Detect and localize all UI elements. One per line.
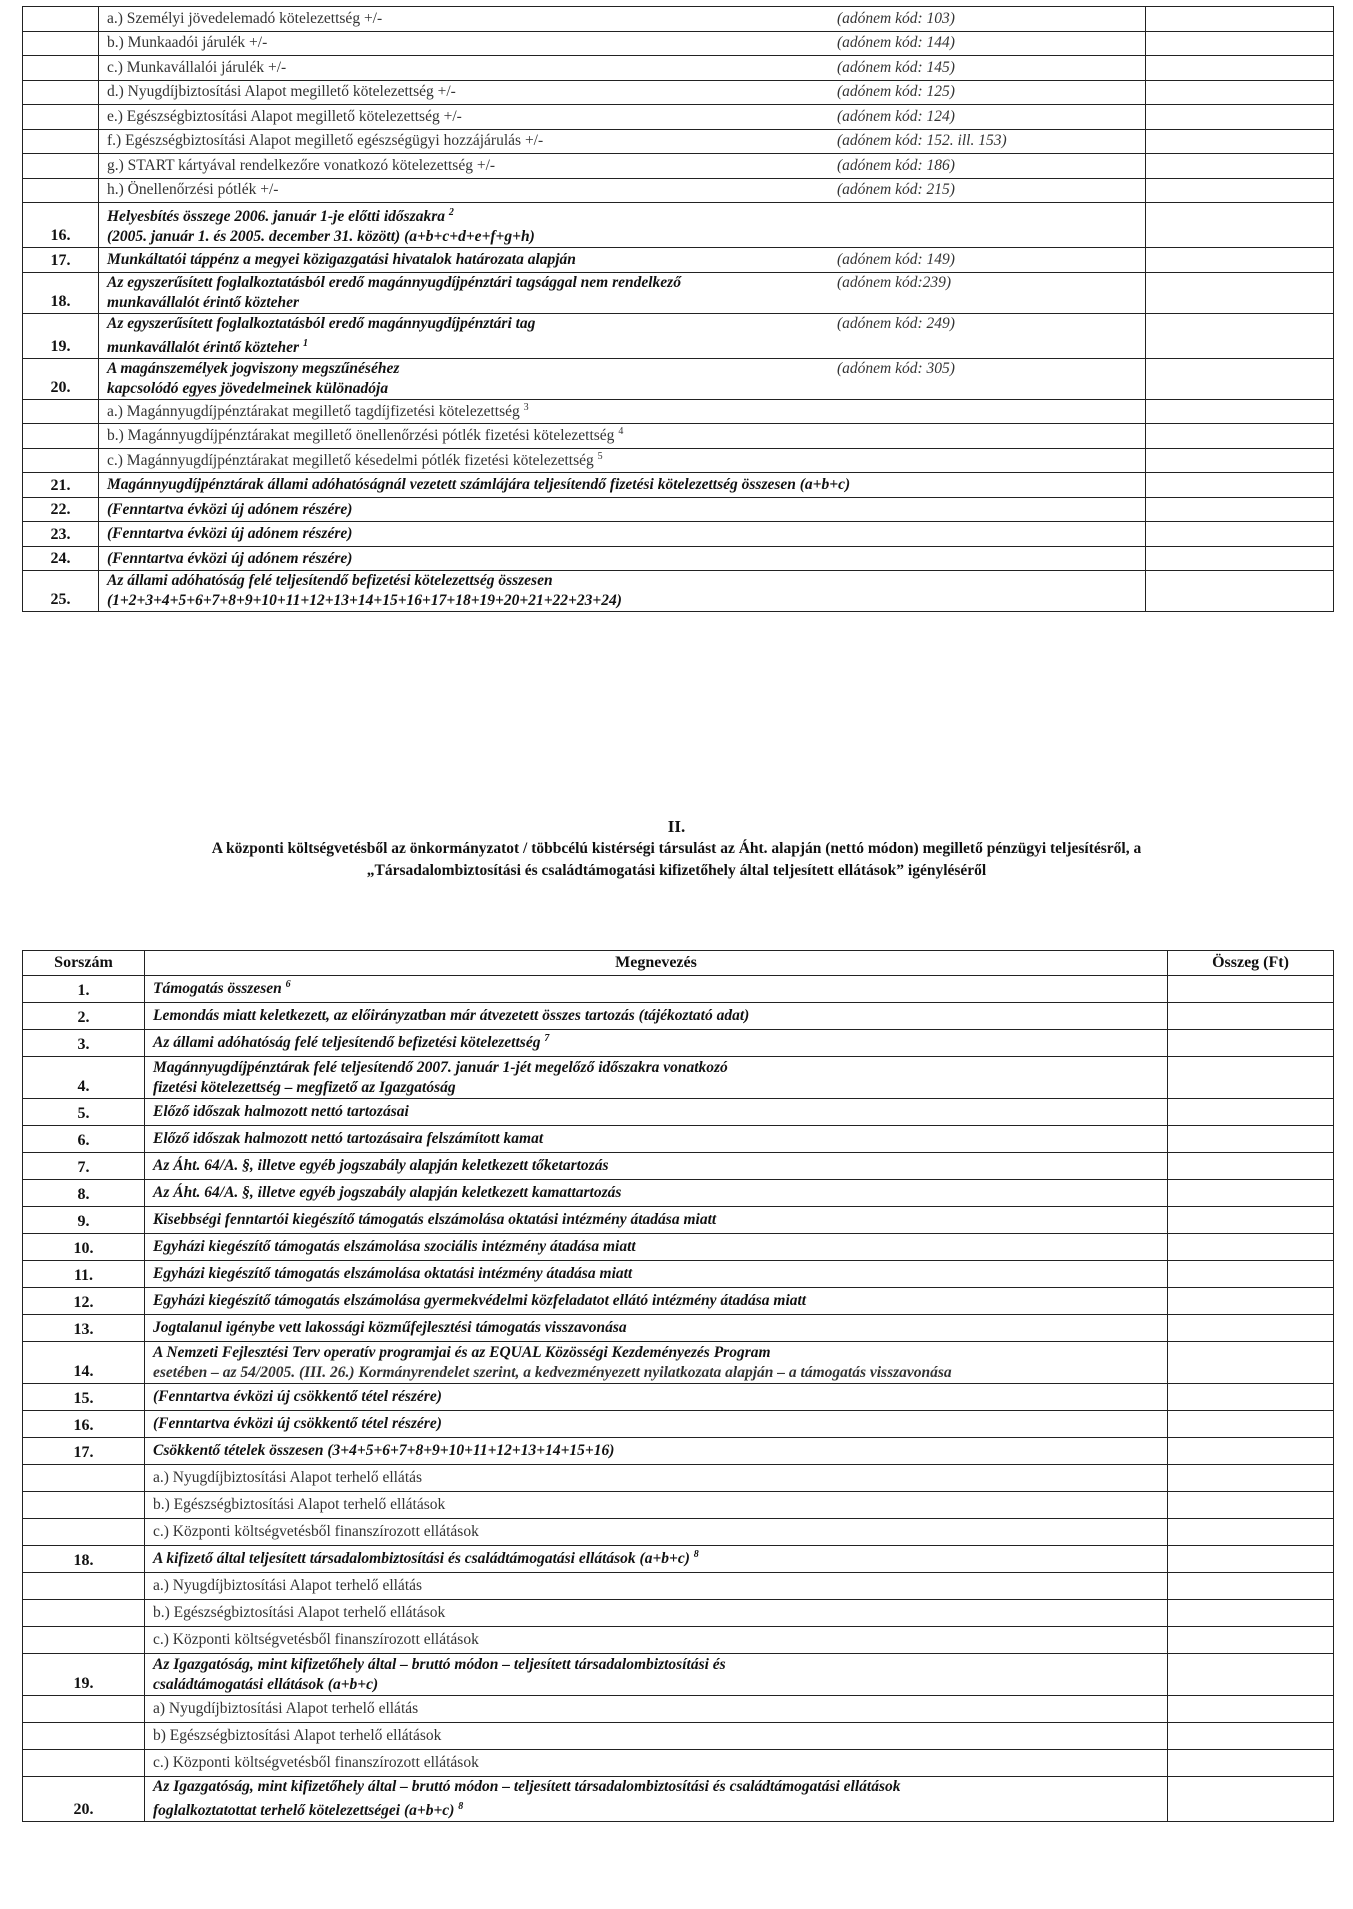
table-row	[23, 448, 1334, 473]
table-row	[23, 1003, 1334, 1030]
row-number	[23, 448, 99, 473]
amount-cell[interactable]	[1146, 248, 1334, 273]
tax-code: (adónem kód: 145)	[837, 58, 955, 76]
row-label	[145, 1261, 1168, 1288]
row-text: c.) Központi költségvetésből finanszírozott ellátások	[153, 1631, 479, 1648]
row-text-continued: családtámogatási ellátások (a+b+c)	[153, 1675, 379, 1693]
header-sorszam: Sorszám	[23, 951, 145, 976]
amount-cell[interactable]	[1168, 1030, 1334, 1057]
table-row	[23, 1207, 1334, 1234]
table-row	[23, 1438, 1334, 1465]
amount-cell[interactable]	[1168, 1180, 1334, 1207]
row-label	[99, 473, 1146, 498]
row-number: 4.	[23, 1057, 145, 1099]
table-row	[23, 1180, 1334, 1207]
row-label	[145, 1546, 1168, 1573]
table-row	[23, 1153, 1334, 1180]
row-label	[145, 1723, 1168, 1750]
amount-cell[interactable]	[1168, 1003, 1334, 1030]
row-label	[145, 1030, 1168, 1057]
row-text: (Fenntartva évközi új adónem részére)	[107, 500, 353, 518]
row-label	[145, 1126, 1168, 1153]
table-row	[23, 178, 1334, 203]
row-text: c.) Központi költségvetésből finanszírozott ellátások	[153, 1754, 479, 1771]
table-header-row	[23, 951, 1334, 976]
row-number	[23, 1723, 145, 1750]
row-label	[145, 1180, 1168, 1207]
table-row	[23, 571, 1334, 612]
table-row	[23, 1288, 1334, 1315]
tax-code: (adónem kód: 249)	[837, 314, 955, 332]
table-row	[23, 1234, 1334, 1261]
tax-code: (adónem kód: 149)	[837, 250, 955, 268]
footnote-ref: 6	[285, 979, 291, 991]
row-label	[99, 7, 1146, 32]
table-row	[23, 1546, 1334, 1573]
row-text: A kifizető által teljesített társadalombiztosítási és családtámogatási ellátások (a+b+c)	[153, 1550, 690, 1568]
table-row	[23, 203, 1334, 248]
row-text-continued: foglalkoztatottat terhelő kötelezettségei (a+b+c)	[153, 1802, 455, 1820]
row-text: h.) Önellenőrzési pótlék +/-	[107, 181, 279, 199]
row-number: 15.	[23, 1384, 145, 1411]
row-text: Az egyszerűsített foglalkoztatásból eredő magánnyugdíjpénztári tagsággal nem rendelkező	[107, 273, 681, 291]
row-label	[145, 1234, 1168, 1261]
row-text: Az állami adóhatóság felé teljesítendő befizetési kötelezettség összesen	[107, 572, 553, 590]
footnote-ref: 8	[693, 1549, 699, 1561]
row-text: c.) Munkavállalói járulék +/-	[107, 58, 287, 76]
row-label	[145, 1153, 1168, 1180]
table-row	[23, 1099, 1334, 1126]
row-text: g.) START kártyával rendelkezőre vonatkozó kötelezettség +/-	[107, 156, 496, 174]
row-label	[145, 1288, 1168, 1315]
row-number: 19.	[23, 313, 99, 358]
row-text: (Fenntartva évközi új adónem részére)	[107, 549, 353, 567]
row-number: 17.	[23, 1438, 145, 1465]
row-label	[145, 1057, 1168, 1099]
row-label	[145, 1099, 1168, 1126]
tax-code: (adónem kód: 186)	[837, 156, 955, 174]
amount-cell[interactable]	[1146, 424, 1334, 449]
row-label	[99, 31, 1146, 56]
row-text: A magánszemélyek jogviszony megszűnéséhez	[107, 359, 400, 377]
table-row	[23, 522, 1334, 547]
row-text-continued: munkavállalót érintő közteher	[107, 338, 300, 356]
row-label	[99, 129, 1146, 154]
amount-cell[interactable]	[1168, 1627, 1334, 1654]
table-row	[23, 976, 1334, 1003]
row-number: 7.	[23, 1153, 145, 1180]
table-row	[23, 473, 1334, 498]
amount-cell[interactable]	[1146, 154, 1334, 179]
row-text: d.) Nyugdíjbiztosítási Alapot megillető kötelezettség +/-	[107, 83, 456, 101]
row-label	[145, 1573, 1168, 1600]
table-row	[23, 154, 1334, 179]
row-text: Jogtalanul igénybe vett lakossági közműfejlesztési támogatás visszavonása	[153, 1319, 627, 1336]
amount-cell[interactable]	[1146, 497, 1334, 522]
table-row	[23, 272, 1334, 313]
row-number: 19.	[23, 1654, 145, 1696]
footnote-ref: 3	[523, 401, 529, 413]
row-label	[145, 1492, 1168, 1519]
table-row	[23, 399, 1334, 424]
row-label	[145, 1315, 1168, 1342]
row-text: Magánnyugdíjpénztárak felé teljesítendő 2007. január 1-jét megelőző időszakra vonatkozó	[153, 1058, 728, 1076]
amount-cell[interactable]	[1146, 399, 1334, 424]
amount-cell[interactable]	[1168, 1573, 1334, 1600]
row-text: Magánnyugdíjpénztárak állami adóhatóságnál vezetett számlájára teljesítendő fizetési kötelezettség összesen (a+b+c)	[107, 476, 851, 494]
table-row	[23, 313, 1334, 358]
amount-cell[interactable]	[1168, 1207, 1334, 1234]
amount-cell[interactable]	[1168, 1288, 1334, 1315]
amount-cell[interactable]	[1146, 473, 1334, 498]
section-title-line-1: A központi költségvetésből az önkormányzatot / többcélú kistérségi társulást az Áht. alapján (nettó módon) megillető pénzügyi teljesítésről, a	[211, 840, 1142, 857]
section-roman-numeral: II.	[667, 817, 686, 836]
tax-code: (adónem kód: 152. ill. 153)	[837, 132, 1007, 150]
amount-cell[interactable]	[1168, 1750, 1334, 1777]
table-row	[23, 497, 1334, 522]
table-row	[23, 1519, 1334, 1546]
row-number	[23, 178, 99, 203]
row-label	[99, 571, 1146, 612]
row-label	[99, 313, 1146, 358]
row-number	[23, 1465, 145, 1492]
amount-cell[interactable]	[1146, 272, 1334, 313]
row-number	[23, 154, 99, 179]
row-text: Lemondás miatt keletkezett, az előirányzatban már átvezetett összes tartozás (tájékoztató adat)	[153, 1007, 750, 1024]
row-number	[23, 80, 99, 105]
table-row	[23, 1492, 1334, 1519]
row-text: Az egyszerűsített foglalkoztatásból eredő magánnyugdíjpénztári tag	[107, 314, 536, 332]
row-label	[99, 203, 1146, 248]
row-number: 23.	[23, 522, 99, 547]
row-label	[145, 1465, 1168, 1492]
row-label	[99, 399, 1146, 424]
row-number	[23, 399, 99, 424]
amount-cell[interactable]	[1146, 358, 1334, 399]
row-label	[99, 56, 1146, 81]
row-text: Egyházi kiegészítő támogatás elszámolása oktatási intézmény átadása miatt	[153, 1265, 633, 1282]
row-label	[99, 178, 1146, 203]
row-label	[145, 1627, 1168, 1654]
row-number: 11.	[23, 1261, 145, 1288]
amount-cell[interactable]	[1168, 1465, 1334, 1492]
row-text: Az Igazgatóság, mint kifizetőhely által – bruttó módon – teljesített társadalombiztosítási és	[153, 1655, 726, 1673]
row-number: 22.	[23, 497, 99, 522]
row-number: 10.	[23, 1234, 145, 1261]
row-label	[145, 1207, 1168, 1234]
row-text: c.) Központi költségvetésből finanszírozott ellátások	[153, 1523, 479, 1540]
row-label	[145, 1519, 1168, 1546]
row-number: 3.	[23, 1030, 145, 1057]
row-label	[145, 1696, 1168, 1723]
amount-cell[interactable]	[1146, 129, 1334, 154]
row-text: a.) Nyugdíjbiztosítási Alapot terhelő ellátás	[153, 1469, 423, 1486]
table-row	[23, 1030, 1334, 1057]
row-number: 2.	[23, 1003, 145, 1030]
row-text: (Fenntartva évközi új csökkentő tétel részére)	[153, 1415, 442, 1432]
table-row	[23, 424, 1334, 449]
row-number	[23, 7, 99, 32]
amount-cell[interactable]	[1168, 1234, 1334, 1261]
row-text: b.) Magánnyugdíjpénztárakat megillető önellenőrzési pótlék fizetési kötelezettség	[107, 427, 615, 445]
row-label	[99, 546, 1146, 571]
table-row	[23, 31, 1334, 56]
amount-cell[interactable]	[1146, 448, 1334, 473]
row-number	[23, 424, 99, 449]
row-number: 8.	[23, 1180, 145, 1207]
row-label	[99, 424, 1146, 449]
amount-cell[interactable]	[1146, 522, 1334, 547]
amount-cell[interactable]	[1168, 1411, 1334, 1438]
row-text: Az Áht. 64/A. §, illetve egyéb jogszabály alapján keletkezett tőketartozás	[153, 1157, 609, 1174]
row-text-continued: munkavállalót érintő közteher	[107, 293, 300, 311]
table-row	[23, 1384, 1334, 1411]
row-label	[145, 1438, 1168, 1465]
table-row	[23, 248, 1334, 273]
row-label	[99, 80, 1146, 105]
row-number	[23, 129, 99, 154]
row-number	[23, 1519, 145, 1546]
tax-code: (adónem kód: 215)	[837, 181, 955, 199]
tax-code: (adónem kód:239)	[837, 273, 952, 291]
table-row	[23, 1627, 1334, 1654]
tax-code: (adónem kód: 144)	[837, 34, 955, 52]
tax-code: (adónem kód: 305)	[837, 359, 955, 377]
amount-cell[interactable]	[1168, 1057, 1334, 1099]
footnote-ref: 4	[618, 426, 624, 438]
row-text: a.) Nyugdíjbiztosítási Alapot terhelő ellátás	[153, 1577, 423, 1594]
row-text: Az Igazgatóság, mint kifizetőhely által – bruttó módon – teljesített társadalombiztosítási és családtámogatási ellátások	[153, 1778, 901, 1795]
amount-cell[interactable]	[1168, 976, 1334, 1003]
table-row	[23, 1573, 1334, 1600]
amount-cell[interactable]	[1168, 1384, 1334, 1411]
row-label	[99, 448, 1146, 473]
row-number	[23, 1573, 145, 1600]
header-megnevezes: Megnevezés	[145, 951, 1168, 976]
row-number	[23, 1750, 145, 1777]
table-row	[23, 1126, 1334, 1153]
amount-cell[interactable]	[1168, 1492, 1334, 1519]
amount-cell[interactable]	[1168, 1153, 1334, 1180]
row-text-continued: (2005. január 1. és 2005. december 31. között) (a+b+c+d+e+f+g+h)	[107, 228, 535, 246]
row-label	[145, 1384, 1168, 1411]
row-text: Támogatás összesen	[153, 980, 282, 998]
row-number: 1.	[23, 976, 145, 1003]
row-label	[99, 497, 1146, 522]
amount-cell[interactable]	[1146, 546, 1334, 571]
row-label	[99, 272, 1146, 313]
amount-cell[interactable]	[1168, 1723, 1334, 1750]
row-text: b.) Egészségbiztosítási Alapot terhelő ellátások	[153, 1604, 446, 1621]
footnote-ref: 8	[458, 1801, 464, 1812]
amount-cell[interactable]	[1146, 313, 1334, 358]
row-label	[145, 1750, 1168, 1777]
row-label	[99, 358, 1146, 399]
table-row	[23, 1261, 1334, 1288]
amount-cell[interactable]	[1146, 105, 1334, 130]
table-row	[23, 1777, 1334, 1822]
row-number: 17.	[23, 248, 99, 273]
table-row	[23, 1057, 1334, 1099]
table-row	[23, 1654, 1334, 1696]
table-row	[23, 358, 1334, 399]
row-text-continued: (1+2+3+4+5+6+7+8+9+10+11+12+13+14+15+16+17+18+19+20+21+22+23+24)	[107, 592, 622, 610]
table-row	[23, 129, 1334, 154]
row-number: 18.	[23, 1546, 145, 1573]
row-label	[145, 1654, 1168, 1696]
tax-code: (adónem kód: 103)	[837, 9, 955, 27]
table-section-1	[22, 6, 1334, 612]
amount-cell[interactable]	[1168, 1315, 1334, 1342]
row-text: Előző időszak halmozott nettó tartozásai	[153, 1103, 409, 1120]
amount-cell[interactable]	[1168, 1546, 1334, 1573]
row-text: (Fenntartva évközi új adónem részére)	[107, 525, 353, 543]
row-text: A Nemzeti Fejlesztési Terv operatív programjai és az EQUAL Közösségi Kezdeményezés Program	[153, 1343, 771, 1361]
row-text-continued: esetében – az 54/2005. (III. 26.) Kormányrendelet szerint, a kedvezményezett nyilatkozata alapján – a támogatás visszavonása	[153, 1363, 952, 1381]
row-text: a.) Magánnyugdíjpénztárakat megillető tagdíjfizetési kötelezettség	[107, 403, 520, 421]
amount-cell[interactable]	[1146, 80, 1334, 105]
row-label	[99, 248, 1146, 273]
table-row	[23, 7, 1334, 32]
row-text-continued: fizetési kötelezettség – megfizető az Igazgatóság	[153, 1078, 456, 1096]
row-number	[23, 1492, 145, 1519]
footnote-ref: 5	[597, 450, 603, 462]
section-title-line-2: „Társadalombiztosítási és családtámogatási kifizetőhely által teljesített ellátások” igényléséről	[366, 862, 987, 879]
row-number	[23, 1627, 145, 1654]
row-number: 25.	[23, 571, 99, 612]
amount-cell[interactable]	[1168, 1654, 1334, 1696]
row-label	[145, 1003, 1168, 1030]
row-number	[23, 1696, 145, 1723]
row-text-continued: kapcsolódó egyes jövedelmeinek különadója	[107, 379, 389, 397]
table-row	[23, 56, 1334, 81]
amount-cell[interactable]	[1168, 1126, 1334, 1153]
footnote-ref: 1	[302, 337, 308, 349]
footnote-ref: 2	[448, 207, 454, 218]
row-text: a.) Személyi jövedelemadó kötelezettség +/-	[107, 9, 383, 27]
tax-code: (adónem kód: 125)	[837, 83, 955, 101]
table-row	[23, 1315, 1334, 1342]
row-text: e.) Egészségbiztosítási Alapot megillető kötelezettség +/-	[107, 107, 462, 125]
tax-code: (adónem kód: 124)	[837, 107, 955, 125]
row-text: f.) Egészségbiztosítási Alapot megillető egészségügyi hozzájárulás +/-	[107, 132, 544, 150]
row-number	[23, 1600, 145, 1627]
row-number: 18.	[23, 272, 99, 313]
row-number: 12.	[23, 1288, 145, 1315]
row-text: a) Nyugdíjbiztosítási Alapot terhelő ellátás	[153, 1700, 419, 1717]
row-number	[23, 56, 99, 81]
amount-cell[interactable]	[1146, 571, 1334, 612]
table-row	[23, 105, 1334, 130]
table-row	[23, 1750, 1334, 1777]
row-text: Előző időszak halmozott nettó tartozásaira felszámított kamat	[153, 1130, 544, 1147]
row-text: b) Egészségbiztosítási Alapot terhelő ellátások	[153, 1727, 442, 1744]
amount-cell[interactable]	[1146, 178, 1334, 203]
row-label	[99, 105, 1146, 130]
row-number	[23, 105, 99, 130]
row-text: Csökkentő tételek összesen (3+4+5+6+7+8+9+10+11+12+13+14+15+16)	[153, 1442, 615, 1459]
amount-cell[interactable]	[1168, 1438, 1334, 1465]
row-text: b.) Munkaadói járulék +/-	[107, 34, 268, 52]
table-row	[23, 80, 1334, 105]
row-text: Munkáltatói táppénz a megyei közigazgatási hivatalok határozata alapján	[107, 250, 576, 268]
table-row	[23, 1342, 1334, 1384]
table-row	[23, 1696, 1334, 1723]
row-number: 20.	[23, 1777, 145, 1822]
row-number: 6.	[23, 1126, 145, 1153]
amount-cell[interactable]	[1146, 203, 1334, 248]
table-row	[23, 1723, 1334, 1750]
row-text: Az állami adóhatóság felé teljesítendő befizetési kötelezettség	[153, 1034, 541, 1052]
table-row	[23, 1411, 1334, 1438]
row-text: c.) Magánnyugdíjpénztárakat megillető késedelmi pótlék fizetési kötelezettség	[107, 452, 594, 470]
amount-cell[interactable]	[1168, 1696, 1334, 1723]
row-number: 9.	[23, 1207, 145, 1234]
table-section-2	[22, 950, 1334, 1822]
row-label	[145, 976, 1168, 1003]
header-osszeg: Összeg (Ft)	[1168, 951, 1334, 976]
row-label	[99, 522, 1146, 547]
row-text: Helyesbítés összege 2006. január 1-je előtti időszakra	[107, 208, 445, 226]
amount-cell[interactable]	[1168, 1519, 1334, 1546]
amount-cell[interactable]	[1168, 1777, 1334, 1822]
row-label	[145, 1600, 1168, 1627]
table-row	[23, 1600, 1334, 1627]
row-number: 24.	[23, 546, 99, 571]
row-text: Kisebbségi fenntartói kiegészítő támogatás elszámolása oktatási intézmény átadása miatt	[153, 1211, 717, 1228]
row-number: 5.	[23, 1099, 145, 1126]
row-text: b.) Egészségbiztosítási Alapot terhelő ellátások	[153, 1496, 446, 1513]
row-number: 13.	[23, 1315, 145, 1342]
row-text: Az Áht. 64/A. §, illetve egyéb jogszabály alapján keletkezett kamattartozás	[153, 1184, 622, 1201]
amount-cell[interactable]	[1146, 31, 1334, 56]
table-row	[23, 1465, 1334, 1492]
table-row	[23, 546, 1334, 571]
row-number: 21.	[23, 473, 99, 498]
row-label	[145, 1342, 1168, 1384]
amount-cell[interactable]	[1146, 7, 1334, 32]
row-number: 20.	[23, 358, 99, 399]
footnote-ref: 7	[544, 1033, 550, 1045]
row-number: 16.	[23, 203, 99, 248]
row-label	[145, 1777, 1168, 1822]
row-number	[23, 31, 99, 56]
amount-cell[interactable]	[1146, 56, 1334, 81]
row-text: Egyházi kiegészítő támogatás elszámolása gyermekvédelmi közfeladatot ellátó intézmény átadása miatt	[153, 1292, 807, 1309]
amount-cell[interactable]	[1168, 1261, 1334, 1288]
row-text: (Fenntartva évközi új csökkentő tétel részére)	[153, 1388, 442, 1405]
row-label	[99, 154, 1146, 179]
amount-cell[interactable]	[1168, 1099, 1334, 1126]
amount-cell[interactable]	[1168, 1600, 1334, 1627]
amount-cell[interactable]	[1168, 1342, 1334, 1384]
row-label	[145, 1411, 1168, 1438]
row-number: 16.	[23, 1411, 145, 1438]
row-text: Egyházi kiegészítő támogatás elszámolása szociális intézmény átadása miatt	[153, 1238, 636, 1255]
row-number: 14.	[23, 1342, 145, 1384]
